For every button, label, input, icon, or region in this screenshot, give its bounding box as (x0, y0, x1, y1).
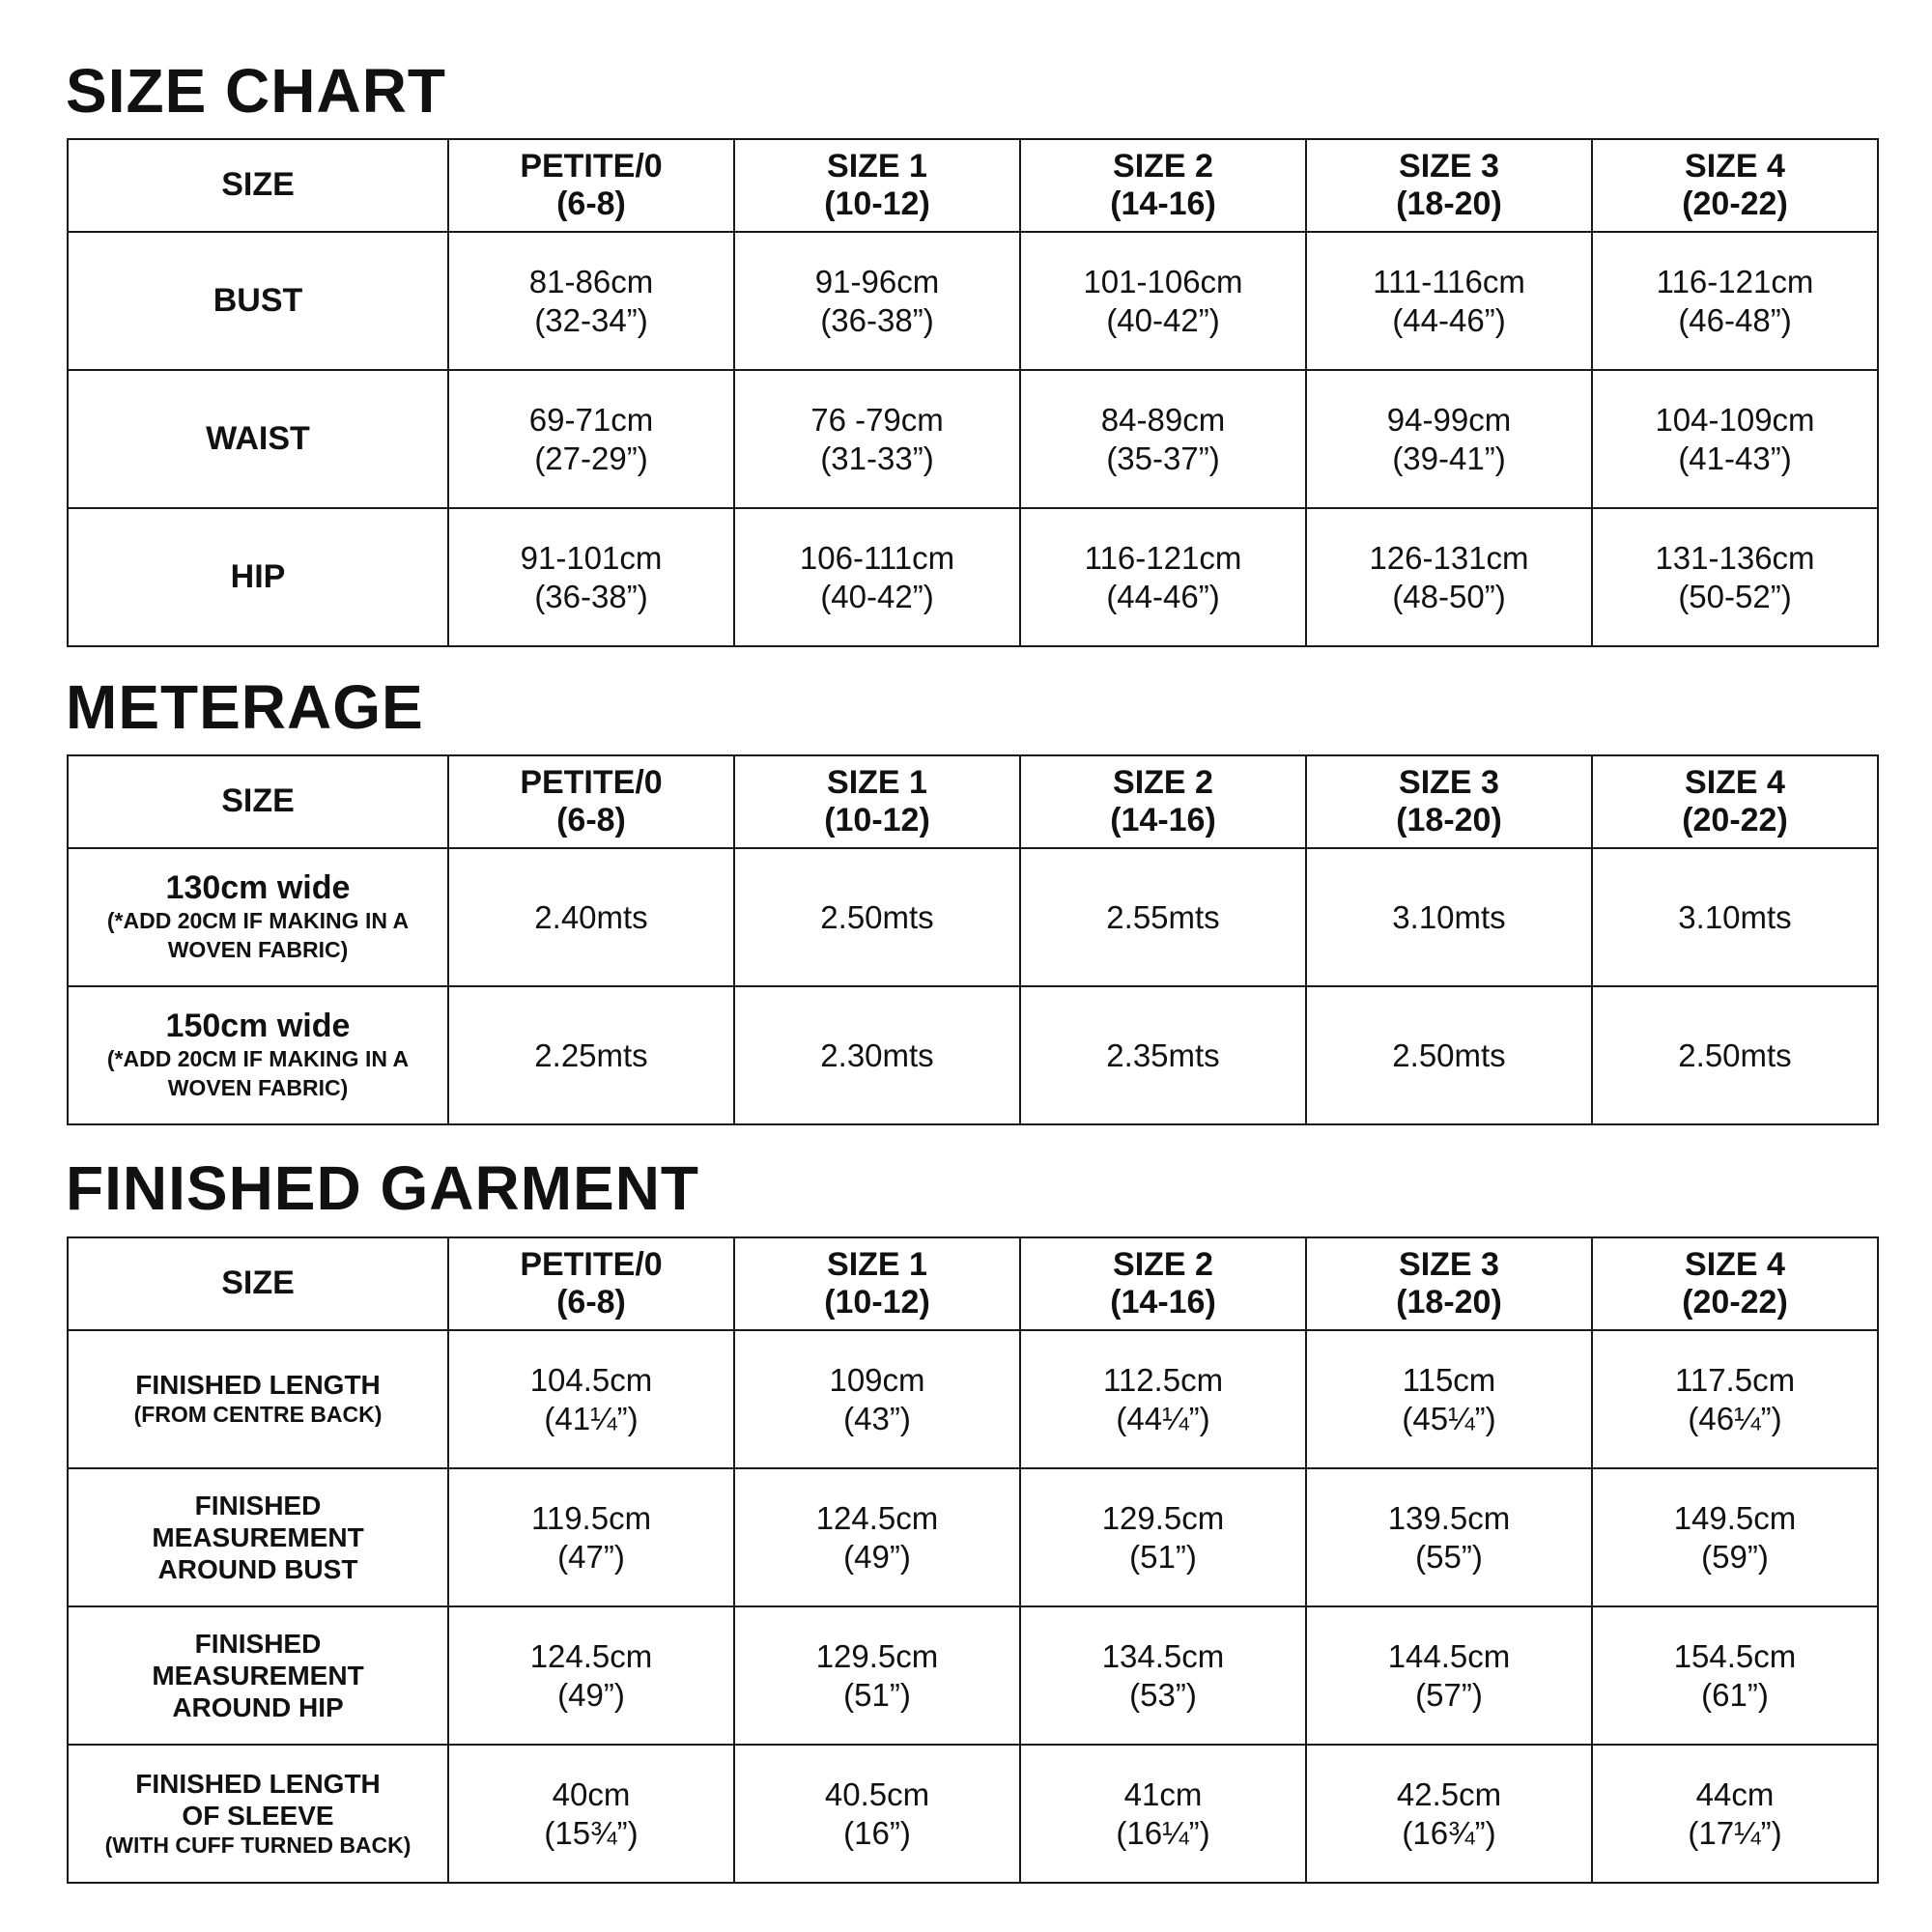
value-cell (448, 1606, 734, 1745)
header-size-1 (734, 1237, 1020, 1330)
value-cm: 44cm (1695, 1776, 1775, 1812)
value-cm: 69-71cm (528, 401, 654, 438)
value-in: (44¼”) (1116, 1400, 1210, 1436)
value-cm: 134.5cm (1101, 1637, 1225, 1674)
value-cell (1306, 508, 1592, 646)
value-cell (1306, 232, 1592, 370)
measurement-note: (WITH CUFF TURNED BACK) (104, 1832, 412, 1858)
value-cm: 104.5cm (529, 1361, 653, 1398)
header-size-petite (448, 1237, 734, 1330)
value-cm: 139.5cm (1387, 1499, 1511, 1536)
finished-garment-row-hip (68, 1606, 1878, 1745)
value-cell (1020, 1606, 1306, 1745)
header-size-label: SIZE (68, 755, 448, 848)
value-in: (15¾”) (544, 1814, 639, 1851)
size-name: SIZE 2 (1113, 763, 1213, 801)
size-name: SIZE 4 (1685, 763, 1785, 801)
value-cell (1592, 1468, 1878, 1606)
value-cm: 106-111cm (799, 539, 955, 576)
meterage-header-row (68, 755, 1878, 848)
row-label-150cm-wide (68, 986, 448, 1124)
size-name: SIZE 2 (1113, 147, 1213, 185)
value-in: (46-48”) (1678, 301, 1792, 338)
value-cm: 91-101cm (520, 539, 663, 576)
meterage-row-130cm (68, 848, 1878, 986)
size-range: (6-8) (556, 802, 626, 838)
value-cm: 154.5cm (1673, 1637, 1797, 1674)
value-cell (1020, 1745, 1306, 1883)
value-in: (36-38”) (820, 301, 934, 338)
measurement-label: MEASUREMENT (152, 1660, 364, 1690)
header-size-2 (1020, 1237, 1306, 1330)
measurement-label: FINISHED LENGTH (135, 1768, 381, 1799)
meterage-value: 2.55mts (1020, 848, 1306, 986)
value-cm: 112.5cm (1102, 1361, 1224, 1398)
value-cell (448, 370, 734, 508)
row-label-bust: BUST (68, 232, 448, 370)
value-in: (40-42”) (820, 578, 934, 614)
value-cm: 41cm (1123, 1776, 1203, 1812)
value-cell (1306, 1606, 1592, 1745)
size-name: SIZE 1 (827, 1245, 927, 1283)
finished-garment-title: FINISHED GARMENT (66, 1153, 699, 1223)
size-name: SIZE 3 (1399, 763, 1499, 801)
value-cm: 104-109cm (1655, 401, 1815, 438)
value-cm: 81-86cm (528, 263, 654, 299)
size-name: PETITE/0 (520, 147, 663, 185)
value-in: (44-46”) (1106, 578, 1220, 614)
size-range: (18-20) (1396, 185, 1502, 222)
value-cell (734, 232, 1020, 370)
value-cell (448, 508, 734, 646)
value-cm: 149.5cm (1673, 1499, 1797, 1536)
value-cell (734, 1606, 1020, 1745)
row-label-finished-hip (68, 1606, 448, 1745)
header-size-petite (448, 755, 734, 848)
size-chart-row-hip (68, 508, 1878, 646)
value-cell (1592, 370, 1878, 508)
size-range: (20-22) (1682, 1284, 1788, 1321)
value-cm: 119.5cm (530, 1499, 652, 1536)
value-cell (734, 1468, 1020, 1606)
row-label-hip: HIP (68, 508, 448, 646)
size-name: SIZE 1 (827, 763, 927, 801)
meterage-value: 2.50mts (1306, 986, 1592, 1124)
value-in: (49”) (843, 1538, 911, 1575)
size-name: SIZE 3 (1399, 1245, 1499, 1283)
measurement-label: FINISHED (194, 1490, 322, 1520)
value-cell (1592, 232, 1878, 370)
size-range: (10-12) (824, 802, 930, 838)
value-cell (1592, 508, 1878, 646)
meterage-value: 2.25mts (448, 986, 734, 1124)
value-cell (448, 1330, 734, 1468)
value-cm: 84-89cm (1100, 401, 1226, 438)
value-cell (734, 508, 1020, 646)
value-cm: 101-106cm (1083, 263, 1243, 299)
value-in: (36-38”) (534, 578, 648, 614)
meterage-table (67, 754, 1879, 1125)
finished-garment-header-row (68, 1237, 1878, 1330)
measurement-label: FINISHED (194, 1628, 322, 1659)
header-size-3 (1306, 1237, 1592, 1330)
size-range: (14-16) (1110, 185, 1216, 222)
value-cell (1592, 1330, 1878, 1468)
value-in: (35-37”) (1106, 440, 1220, 476)
value-cell (1020, 370, 1306, 508)
header-size-1 (734, 139, 1020, 232)
value-cm: 115cm (1402, 1361, 1496, 1398)
size-range: (20-22) (1682, 802, 1788, 838)
value-in: (57”) (1415, 1676, 1483, 1713)
meterage-value: 2.40mts (448, 848, 734, 986)
value-cell (734, 1330, 1020, 1468)
size-range: (20-22) (1682, 185, 1788, 222)
value-in: (41¼”) (544, 1400, 639, 1436)
value-cell (448, 232, 734, 370)
value-cm: 91-96cm (814, 263, 940, 299)
value-cm: 42.5cm (1396, 1776, 1502, 1812)
size-range: (14-16) (1110, 802, 1216, 838)
meterage-title: METERAGE (66, 672, 424, 742)
size-range: (6-8) (556, 1284, 626, 1321)
value-in: (51”) (1129, 1538, 1197, 1575)
size-name: PETITE/0 (520, 763, 663, 801)
header-size-4 (1592, 1237, 1878, 1330)
meterage-value: 2.35mts (1020, 986, 1306, 1124)
value-in: (27-29”) (534, 440, 648, 476)
value-cell (1592, 1745, 1878, 1883)
header-size-2 (1020, 755, 1306, 848)
value-cm: 144.5cm (1387, 1637, 1511, 1674)
value-cm: 131-136cm (1655, 539, 1815, 576)
value-cell (1306, 1330, 1592, 1468)
meterage-value: 2.50mts (1592, 986, 1878, 1124)
header-size-label: SIZE (68, 139, 448, 232)
row-label-waist: WAIST (68, 370, 448, 508)
header-size-3 (1306, 755, 1592, 848)
value-cm: 126-131cm (1369, 539, 1529, 576)
size-chart-header-row (68, 139, 1878, 232)
fabric-note: WOVEN FABRIC) (167, 937, 349, 963)
value-cm: 111-116cm (1373, 263, 1525, 299)
finished-garment-row-bust (68, 1468, 1878, 1606)
size-name: PETITE/0 (520, 1245, 663, 1283)
value-cell (448, 1468, 734, 1606)
size-range: (10-12) (824, 185, 930, 222)
value-in: (32-34”) (534, 301, 648, 338)
header-size-1 (734, 755, 1020, 848)
value-in: (61”) (1701, 1676, 1769, 1713)
value-cm: 129.5cm (815, 1637, 939, 1674)
value-in: (43”) (843, 1400, 911, 1436)
value-in: (59”) (1701, 1538, 1769, 1575)
measurement-label: MEASUREMENT (152, 1521, 364, 1552)
header-size-2 (1020, 139, 1306, 232)
size-name: SIZE 3 (1399, 147, 1499, 185)
size-chart-title: SIZE CHART (66, 56, 446, 126)
size-chart-table (67, 138, 1879, 647)
size-name: SIZE 4 (1685, 1245, 1785, 1283)
value-cell (448, 1745, 734, 1883)
value-in: (44-46”) (1392, 301, 1506, 338)
value-cm: 124.5cm (815, 1499, 939, 1536)
header-size-label: SIZE (68, 1237, 448, 1330)
value-in: (40-42”) (1106, 301, 1220, 338)
value-cm: 76 -79cm (810, 401, 944, 438)
finished-garment-row-length (68, 1330, 1878, 1468)
measurement-note: (FROM CENTRE BACK) (133, 1402, 383, 1428)
size-range: (10-12) (824, 1284, 930, 1321)
value-cell (1306, 1468, 1592, 1606)
finished-garment-table (67, 1236, 1879, 1884)
value-in: (39-41”) (1392, 440, 1506, 476)
size-name: SIZE 4 (1685, 147, 1785, 185)
size-name: SIZE 1 (827, 147, 927, 185)
header-size-4 (1592, 755, 1878, 848)
value-cm: 117.5cm (1674, 1361, 1796, 1398)
value-in: (51”) (843, 1676, 911, 1713)
measurement-label: AROUND BUST (157, 1554, 358, 1585)
size-chart-row-bust (68, 232, 1878, 370)
fabric-note: (*ADD 20CM IF MAKING IN A (106, 908, 410, 934)
value-cm: 116-121cm (1656, 263, 1814, 299)
row-label-finished-sleeve (68, 1745, 448, 1883)
value-cell (734, 1745, 1020, 1883)
value-cm: 109cm (829, 1361, 925, 1398)
finished-garment-row-sleeve (68, 1745, 1878, 1883)
value-in: (50-52”) (1678, 578, 1792, 614)
value-cell (1020, 1468, 1306, 1606)
size-range: (18-20) (1396, 802, 1502, 838)
value-in: (16¼”) (1116, 1814, 1210, 1851)
measurement-label: OF SLEEVE (182, 1800, 334, 1831)
value-cm: 40cm (552, 1776, 631, 1812)
value-in: (48-50”) (1392, 578, 1506, 614)
value-in: (16¾”) (1402, 1814, 1496, 1851)
value-in: (16”) (843, 1814, 911, 1851)
value-in: (46¼”) (1688, 1400, 1782, 1436)
size-chart-row-waist (68, 370, 1878, 508)
meterage-value: 2.50mts (734, 848, 1020, 986)
value-cell (1592, 1606, 1878, 1745)
meterage-value: 3.10mts (1592, 848, 1878, 986)
fabric-note: (*ADD 20CM IF MAKING IN A (106, 1046, 410, 1072)
header-size-3 (1306, 139, 1592, 232)
value-in: (47”) (557, 1538, 625, 1575)
value-cell (1306, 1745, 1592, 1883)
value-in: (17¼”) (1688, 1814, 1782, 1851)
value-in: (31-33”) (820, 440, 934, 476)
meterage-value: 3.10mts (1306, 848, 1592, 986)
meterage-value: 2.30mts (734, 986, 1020, 1124)
fabric-note: WOVEN FABRIC) (167, 1075, 349, 1101)
measurement-label: FINISHED LENGTH (135, 1370, 381, 1401)
size-range: (18-20) (1396, 1284, 1502, 1321)
header-size-petite (448, 139, 734, 232)
value-cell (1306, 370, 1592, 508)
value-cell (1020, 232, 1306, 370)
value-in: (41-43”) (1678, 440, 1792, 476)
fabric-width-label: 150cm wide (165, 1008, 351, 1045)
value-in: (55”) (1415, 1538, 1483, 1575)
value-in: (53”) (1129, 1676, 1197, 1713)
value-in: (49”) (557, 1676, 625, 1713)
value-cell (734, 370, 1020, 508)
measurement-label: AROUND HIP (172, 1692, 344, 1723)
size-name: SIZE 2 (1113, 1245, 1213, 1283)
value-cm: 40.5cm (824, 1776, 930, 1812)
value-cell (1020, 1330, 1306, 1468)
value-cm: 116-121cm (1084, 539, 1242, 576)
row-label-finished-length (68, 1330, 448, 1468)
size-range: (6-8) (556, 185, 626, 222)
row-label-130cm-wide (68, 848, 448, 986)
size-range: (14-16) (1110, 1284, 1216, 1321)
value-in: (45¼”) (1402, 1400, 1496, 1436)
row-label-finished-bust (68, 1468, 448, 1606)
value-cm: 94-99cm (1386, 401, 1512, 438)
meterage-row-150cm (68, 986, 1878, 1124)
header-size-4 (1592, 139, 1878, 232)
value-cm: 129.5cm (1101, 1499, 1225, 1536)
value-cm: 124.5cm (529, 1637, 653, 1674)
value-cell (1020, 508, 1306, 646)
fabric-width-label: 130cm wide (165, 869, 351, 907)
